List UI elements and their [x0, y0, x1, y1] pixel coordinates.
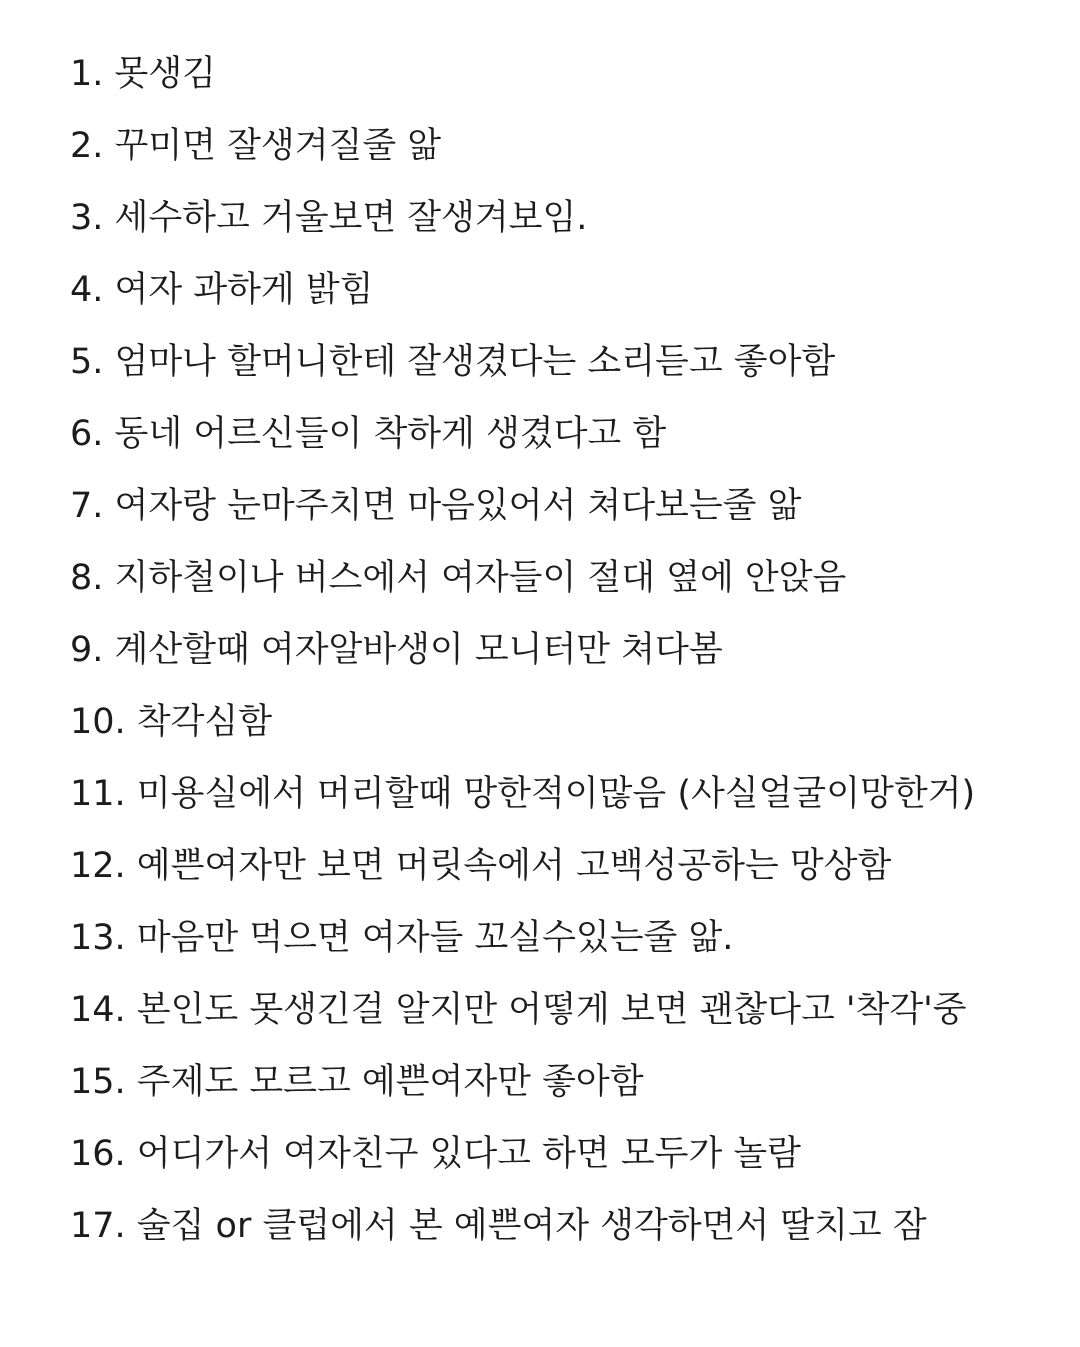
list-item-7: 7. 여자랑 눈마주치면 마음있어서 쳐다보는줄 앎: [70, 486, 802, 526]
list-item-5: 5. 엄마나 할머니한테 잘생겼다는 소리듣고 좋아함: [70, 342, 836, 382]
list-item-15: 15. 주제도 모르고 예쁜여자만 좋아함: [70, 1062, 644, 1102]
list-item-10: 10. 착각심함: [70, 702, 273, 742]
list-item-12: 12. 예쁜여자만 보면 머릿속에서 고백성공하는 망상함: [70, 846, 892, 886]
list-item-3: 3. 세수하고 거울보면 잘생겨보임.: [70, 198, 588, 238]
list-item-13: 13. 마음만 먹으면 여자들 꼬실수있는줄 앎.: [70, 918, 734, 958]
list-item-11: 11. 미용실에서 머리할때 망한적이많음 (사실얼굴이망한거): [70, 774, 976, 814]
list-item-14: 14. 본인도 못생긴걸 알지만 어떻게 보면 괜찮다고 '착각'중: [70, 990, 967, 1030]
list-item-2: 2. 꾸미면 잘생겨질줄 앎: [70, 126, 442, 166]
list-item-1: 1. 못생김: [70, 54, 216, 94]
list-item-17: 17. 술집 or 클럽에서 본 예쁜여자 생각하면서 딸치고 잠: [70, 1206, 927, 1246]
list-item-9: 9. 계산할때 여자알바생이 모니터만 쳐다봄: [70, 630, 723, 670]
list-item-6: 6. 동네 어르신들이 착하게 생겼다고 함: [70, 414, 667, 454]
list-item-8: 8. 지하철이나 버스에서 여자들이 절대 옆에 안앉음: [70, 558, 847, 598]
text-list: [70, 38, 1030, 1262]
list-item-16: 16. 어디가서 여자친구 있다고 하면 모두가 놀람: [70, 1134, 801, 1174]
list-item-4: 4. 여자 과하게 밝힘: [70, 270, 374, 310]
